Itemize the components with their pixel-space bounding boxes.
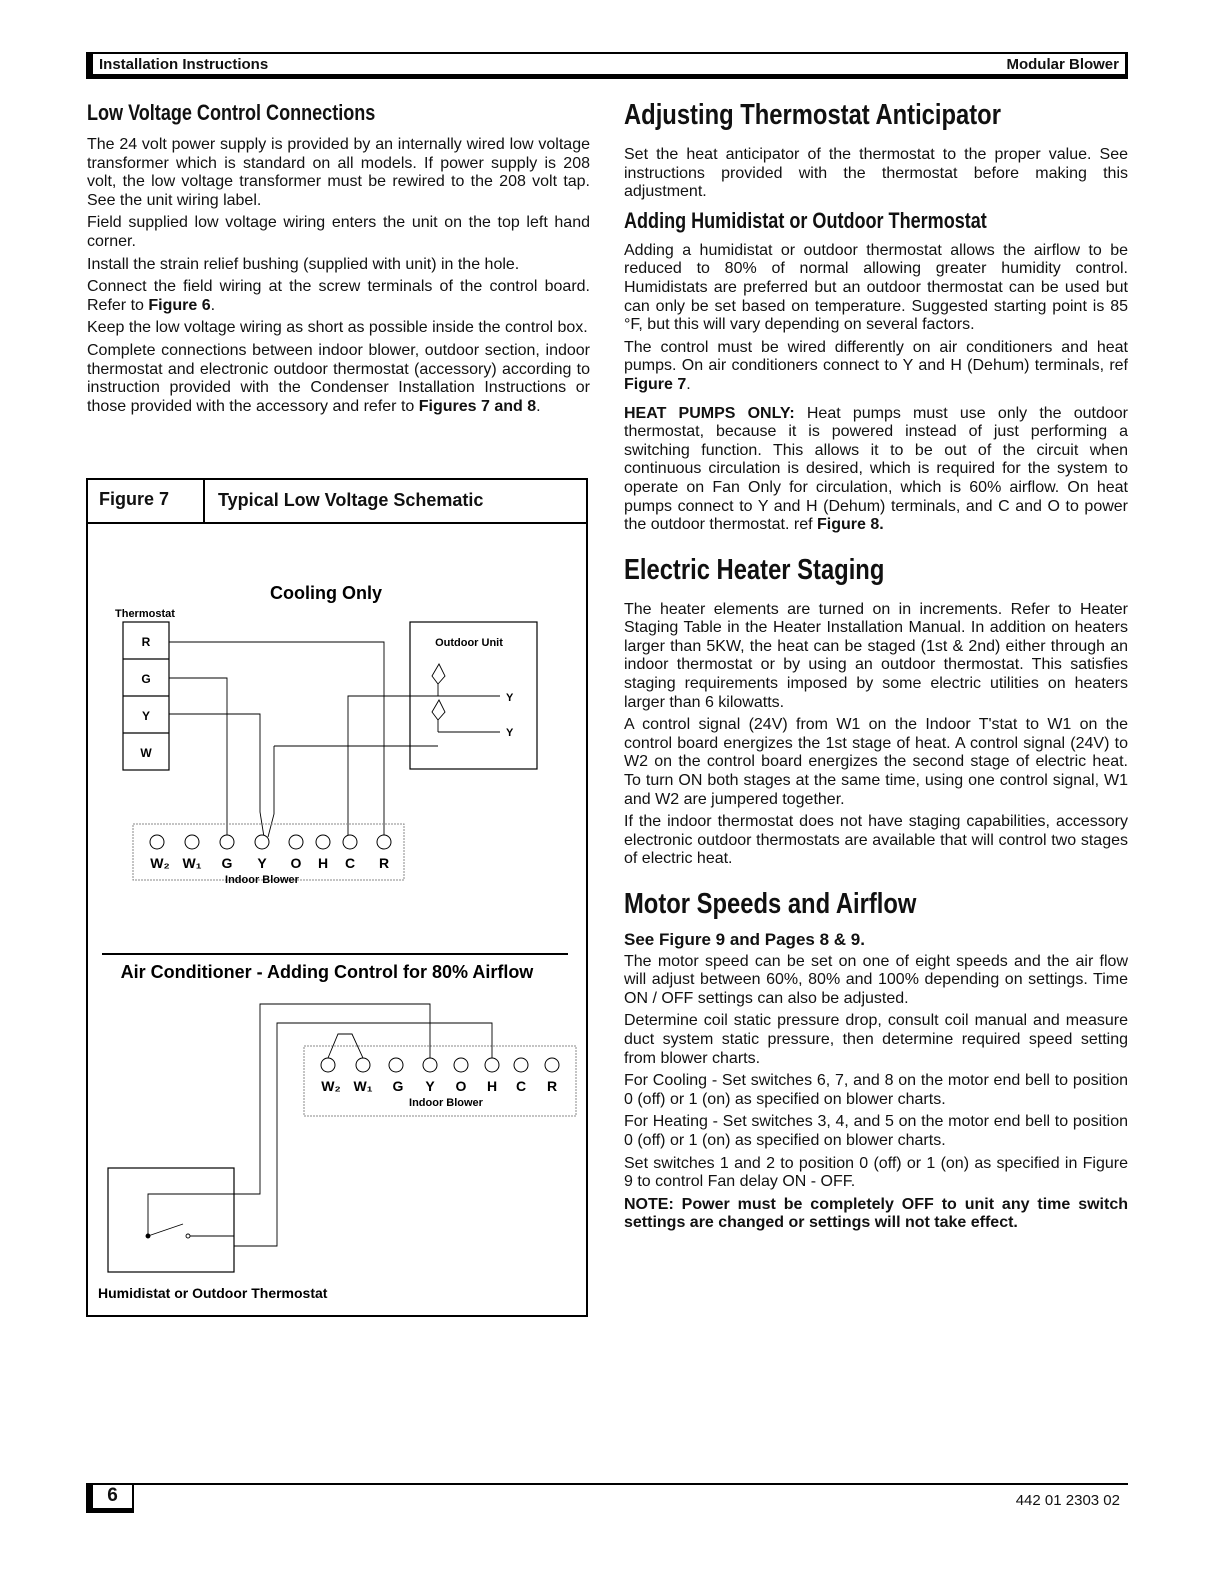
paragraph: For Heating - Set switches 3, 4, and 5 on the motor end bell to position 0 (off) or 1 (on) as specified on blower charts.: [624, 1113, 1128, 1149]
blower-terminal-label: W₂: [321, 1078, 341, 1094]
paragraph: Determine coil static pressure drop, consult coil manual and measure duct system static pressure, then determine required speed setting from blower charts.: [624, 1012, 1128, 1067]
paragraph: [87, 342, 590, 416]
note: NOTE: Power must be completely OFF to unit any time switch settings are changed or settings will not take effect.: [624, 1195, 1128, 1232]
figure-reference: Figure 8.: [817, 516, 884, 534]
figure-7: [86, 478, 588, 1317]
paragraph: [624, 339, 1128, 395]
low-voltage-heading: Low Voltage Control Connections: [87, 100, 376, 125]
paragraph: The heater elements are turned on in increments. Refer to Heater Staging Table in the Heater Installation Manual. In addition on heaters larger than 5KW, the heat can be staged (1st & 2nd) either through an indoor thermostat or by using an outdoor thermostat. This satisfies staging requirements imposed by some electric utilities on heaters larger than 6 kilowatts.: [624, 600, 1128, 711]
text: Connect the field wiring at the screw terminals of the control board. Refer to: [87, 278, 590, 314]
blower-terminal-label: H: [317, 855, 329, 871]
thermostat-terminal: W: [140, 746, 152, 760]
blower-terminal-label: W₁: [182, 855, 202, 871]
indoor-blower-box: [133, 824, 404, 880]
blower-terminal-label: Y: [257, 855, 267, 871]
paragraph: [624, 405, 1128, 535]
heat-pumps-lead: HEAT PUMPS ONLY:: [624, 404, 795, 422]
footer-rule: [86, 1483, 1128, 1485]
blower-terminal-label: O: [455, 1078, 467, 1094]
thermostat-terminal: R: [141, 635, 151, 649]
paragraph: The 24 volt power supply is provided by an internally wired low voltage transformer which is standard on all models. If power supply is 208 volt, the low voltage transformer must be rewired to the 208 volt tap. See the unit wiring label.: [87, 136, 590, 209]
blower-terminal-label: R: [378, 855, 390, 871]
blower-terminal-label: W₂: [150, 855, 170, 871]
paragraph: Field supplied low voltage wiring enters the unit on the top left hand corner.: [87, 214, 590, 250]
left-column: [87, 100, 590, 420]
subheading: See Figure 9 and Pages 8 & 9.: [624, 930, 865, 949]
paragraph: Set switches 1 and 2 to position 0 (off) or 1 (on) as specified in Figure 9 to control Fan delay ON - OFF.: [624, 1154, 1128, 1191]
humidistat-heading: Adding Humidistat or Outdoor Thermostat: [624, 207, 987, 233]
indoor-blower-label: Indoor Blower: [409, 1097, 483, 1109]
text: The control must be wired differently on air conditioners and heat pumps. On air conditioners connect to Y and H (Dehum) terminals, ref: [624, 338, 1128, 375]
header-right-title: Modular Blower: [1006, 56, 1119, 73]
page-header: [86, 52, 1128, 79]
paragraph: Set the heat anticipator of the thermostat to the proper value. See instructions provided with the thermostat before making this adjustment.: [624, 146, 1128, 201]
paragraph: If the indoor thermostat does not have staging capabilities, accessory electronic outdoor thermostats are available that will control two stages of electric heat.: [624, 813, 1128, 868]
paragraph: Install the strain relief bushing (supplied with unit) in the hole.: [87, 255, 520, 273]
figure-header: [88, 480, 586, 524]
text: .: [210, 296, 216, 314]
cooling-only-label: Cooling Only: [270, 583, 382, 603]
blower-terminal-label: C: [515, 1078, 527, 1094]
figure-reference: Figures 7 and 8: [418, 397, 537, 415]
paragraph: The motor speed can be set on one of eight speeds and the air flow will adjust between 60%, 80% and 100% depending on settings. Time ON / OFF settings can also be adjusted.: [624, 952, 1128, 1007]
blower-terminal-label: G: [221, 855, 233, 871]
paragraph: Keep the low voltage wiring as short as possible inside the control box.: [87, 319, 588, 337]
schematic-diagram: [88, 524, 586, 1317]
text: Heat pumps must use only the outdoor thermostat, because it is powered instead of just performing a switching function. This allows it to be out of the circuit when continuous circulation is desired, which is required for the system to operate on Fan Only for circulation, which is 60% airflow. On heat pumps connect to Y and H (Dehum) terminals, and C and O to power the outdoor thermostat. ref: [624, 404, 1129, 534]
blower-terminal-label: Y: [425, 1078, 435, 1094]
indoor-blower-label: Indoor Blower: [225, 874, 299, 886]
paragraph: For Cooling - Set switches 6, 7, and 8 on the motor end bell to position 0 (off) or 1 (on) as specified on blower charts.: [624, 1072, 1128, 1108]
heater-staging-heading: Electric Heater Staging: [624, 553, 885, 586]
outdoor-y-label: Y: [506, 727, 514, 739]
page-number: 6: [86, 1483, 134, 1513]
blower-terminal-label: O: [290, 855, 302, 871]
document-number: 442 01 2303 02: [1015, 1492, 1120, 1509]
thermostat-terminal: Y: [141, 709, 151, 723]
ac-wiring: [108, 1004, 492, 1272]
ac-section-title: Air Conditioner - Adding Control for 80% Airflow: [120, 962, 534, 982]
right-column: [624, 98, 1128, 1237]
thermostat-label: Thermostat: [115, 608, 175, 620]
figure-number: Figure 7: [88, 480, 205, 522]
motor-speeds-heading: Motor Speeds and Airflow: [624, 888, 917, 920]
blower-terminal-circles: [150, 835, 391, 849]
figure-reference: Figure 7: [624, 375, 687, 393]
paragraph: Adding a humidistat or outdoor thermostat allows the airflow to be reduced to 80% of normal allowing greater humidity control. Humidistats are preferred but an outdoor thermostat can be used but can only be set based on temperature. Suggested starting point is 85 °F, but this will vary depending on several factors.: [624, 241, 1128, 334]
text: .: [686, 375, 691, 393]
blower-terminal-label: W₁: [353, 1078, 373, 1094]
thermostat-terminal: G: [141, 672, 151, 686]
blower-terminal-label: C: [344, 855, 356, 871]
blower-terminal-label: R: [546, 1078, 558, 1094]
humidistat-caption: Humidistat or Outdoor Thermostat: [98, 1285, 328, 1301]
outdoor-y-label: Y: [506, 692, 514, 704]
anticipator-heading: Adjusting Thermostat Anticipator: [624, 99, 1001, 131]
blower-terminal-circles: [321, 1058, 559, 1072]
figure-title: Typical Low Voltage Schematic: [218, 490, 484, 510]
outdoor-unit-label: Outdoor Unit: [435, 637, 503, 649]
header-left-title: Installation Instructions: [99, 56, 269, 73]
figure-reference: Figure 6: [148, 296, 211, 314]
paragraph: [87, 278, 590, 315]
blower-terminal-label: H: [486, 1078, 498, 1094]
text: .: [536, 397, 541, 415]
blower-terminal-label: G: [392, 1078, 404, 1094]
cooling-wiring: [169, 642, 500, 837]
paragraph: A control signal (24V) from W1 on the Indoor T'stat to W1 on the control board energizes the 1st stage of heat. A control signal (24V) to W2 on the control board energizes the second stage of electric heat. To turn ON both stages at the same time, using one control signal, W1 and W2 are jumpered together.: [624, 716, 1128, 808]
text: Complete connections between indoor blower, outdoor section, indoor thermostat and electronic outdoor thermostat (accessory) according to instruction provided with the Condenser Installation Instructions or those provided with the accessory and refer to: [87, 341, 590, 415]
